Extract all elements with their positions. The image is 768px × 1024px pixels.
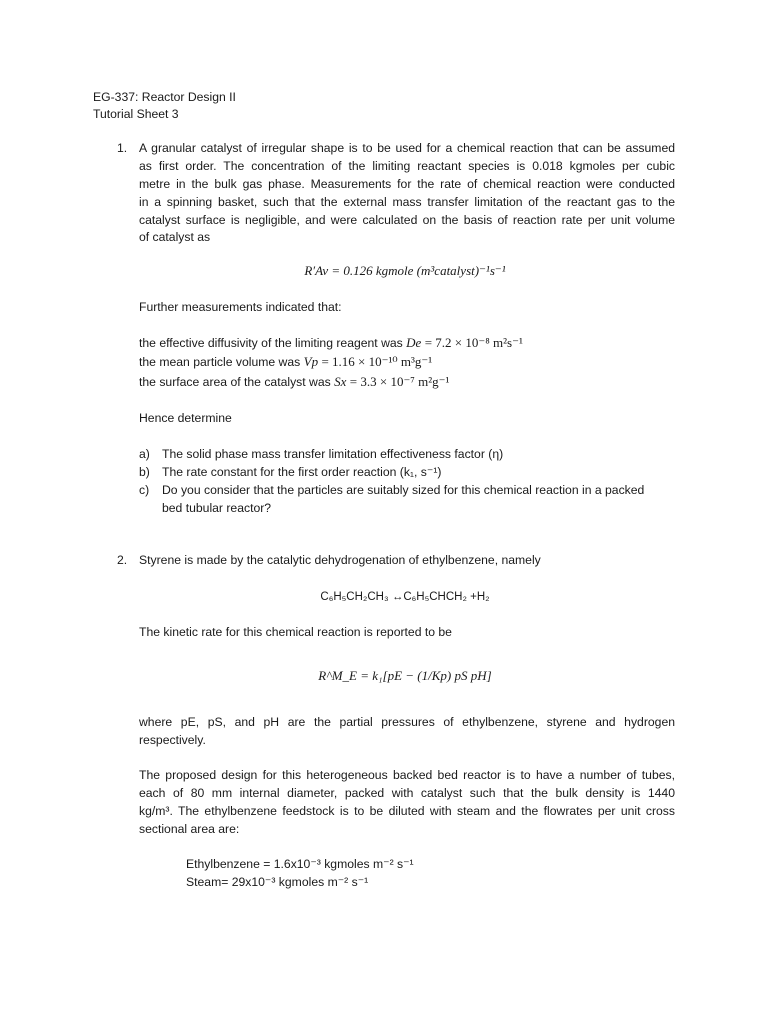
- q1-line-4: in a spinning basket, such that the external mass transfer limitation of the reactant gas to the: [139, 195, 675, 209]
- part-c-text-2: bed tubular reactor?: [162, 501, 272, 515]
- course-title: EG-337: Reactor Design II: [93, 90, 236, 104]
- q1-measurement-diffusivity: [139, 334, 523, 352]
- q1-hence-text: Hence determine: [139, 411, 232, 425]
- measurement-value: = 7.2 × 10⁻⁸ m²s⁻¹: [424, 335, 523, 350]
- measurement-symbol: De: [406, 335, 422, 350]
- q1-line-1: A granular catalyst of irregular shape is to be used for a chemical reaction that can be assumed: [139, 141, 675, 155]
- measurement-label: the effective diffusivity of the limiting reagent was: [139, 336, 403, 350]
- q1-line-5: catalyst surface is negligible, and were calculated on the basis of reaction rate per unit volume: [139, 213, 675, 227]
- sheet-title: Tutorial Sheet 3: [93, 107, 179, 121]
- part-label-b: b): [139, 465, 150, 479]
- part-label-c: c): [139, 483, 150, 497]
- q2-design-line-3: kg/m³. The ethylbenzene feedstock is to be diluted with steam and the flowrates per unit cross: [139, 804, 675, 818]
- q2-number: 2.: [117, 553, 128, 567]
- measurement-label: the mean particle volume was: [139, 355, 301, 369]
- q1-further-text: Further measurements indicated that:: [139, 300, 342, 314]
- part-c-text-1: Do you consider that the particles are suitably sized for this chemical reaction in a packed: [162, 483, 645, 497]
- q2-design-line-1: The proposed design for this heterogeneous backed bed reactor is to have a number of tubes,: [139, 768, 675, 782]
- q2-where-line-1: where pE, pS, and pH are the partial pressures of ethylbenzene, styrene and hydrogen: [139, 715, 675, 729]
- q1-measurement-surface-area: [139, 373, 449, 391]
- part-a-text: The solid phase mass transfer limitation effectiveness factor (η): [162, 447, 504, 461]
- q2-design-line-4: sectional area are:: [139, 822, 240, 836]
- q1-rate-equation: R′Av = 0.126 kgmole (m³catalyst)⁻¹s⁻¹: [304, 263, 506, 278]
- q2-kinetic-intro: The kinetic rate for this chemical reaction is reported to be: [139, 625, 452, 639]
- measurement-symbol: Vp: [303, 354, 319, 369]
- measurement-value: = 1.16 × 10⁻¹⁰ m³g⁻¹: [321, 354, 433, 369]
- measurement-label: the surface area of the catalyst was: [139, 375, 331, 389]
- part-b-text: The rate constant for the first order reaction (k₁, s⁻¹): [162, 465, 442, 479]
- flowrate-steam: Steam= 29x10⁻³ kgmoles m⁻² s⁻¹: [186, 875, 369, 889]
- q1-number: 1.: [117, 141, 128, 155]
- flowrate-ethylbenzene: Ethylbenzene = 1.6x10⁻³ kgmoles m⁻² s⁻¹: [186, 857, 414, 871]
- q2-rate-law: R^M_E = k₁[pE − (1/Kp) pS pH]: [318, 668, 492, 683]
- q2-design-line-2: each of 80 mm internal diameter, packed with catalyst such that the bulk density is 1440: [139, 786, 675, 800]
- q1-line-3: metre in the bulk gas phase. Measurements for the rate of chemical reaction were conducted: [139, 177, 675, 191]
- q1-measurement-particle-volume: [139, 353, 432, 371]
- q2-where-line-2: respectively.: [139, 733, 206, 747]
- q1-line-2: as first order. The concentration of the limiting reactant species is 0.018 kgmoles per cubic: [139, 159, 675, 173]
- part-label-a: a): [139, 447, 150, 461]
- measurement-value: = 3.3 × 10⁻⁷ m²g⁻¹: [349, 374, 450, 389]
- q1-line-6: of catalyst as: [139, 230, 211, 244]
- q2-intro: Styrene is made by the catalytic dehydrogenation of ethylbenzene, namely: [139, 553, 541, 567]
- measurement-symbol: Sx: [334, 374, 347, 389]
- q2-reaction-equation: C₆H₅CH₂CH₃ ↔C₆H₅CHCH₂ +H₂: [320, 591, 490, 603]
